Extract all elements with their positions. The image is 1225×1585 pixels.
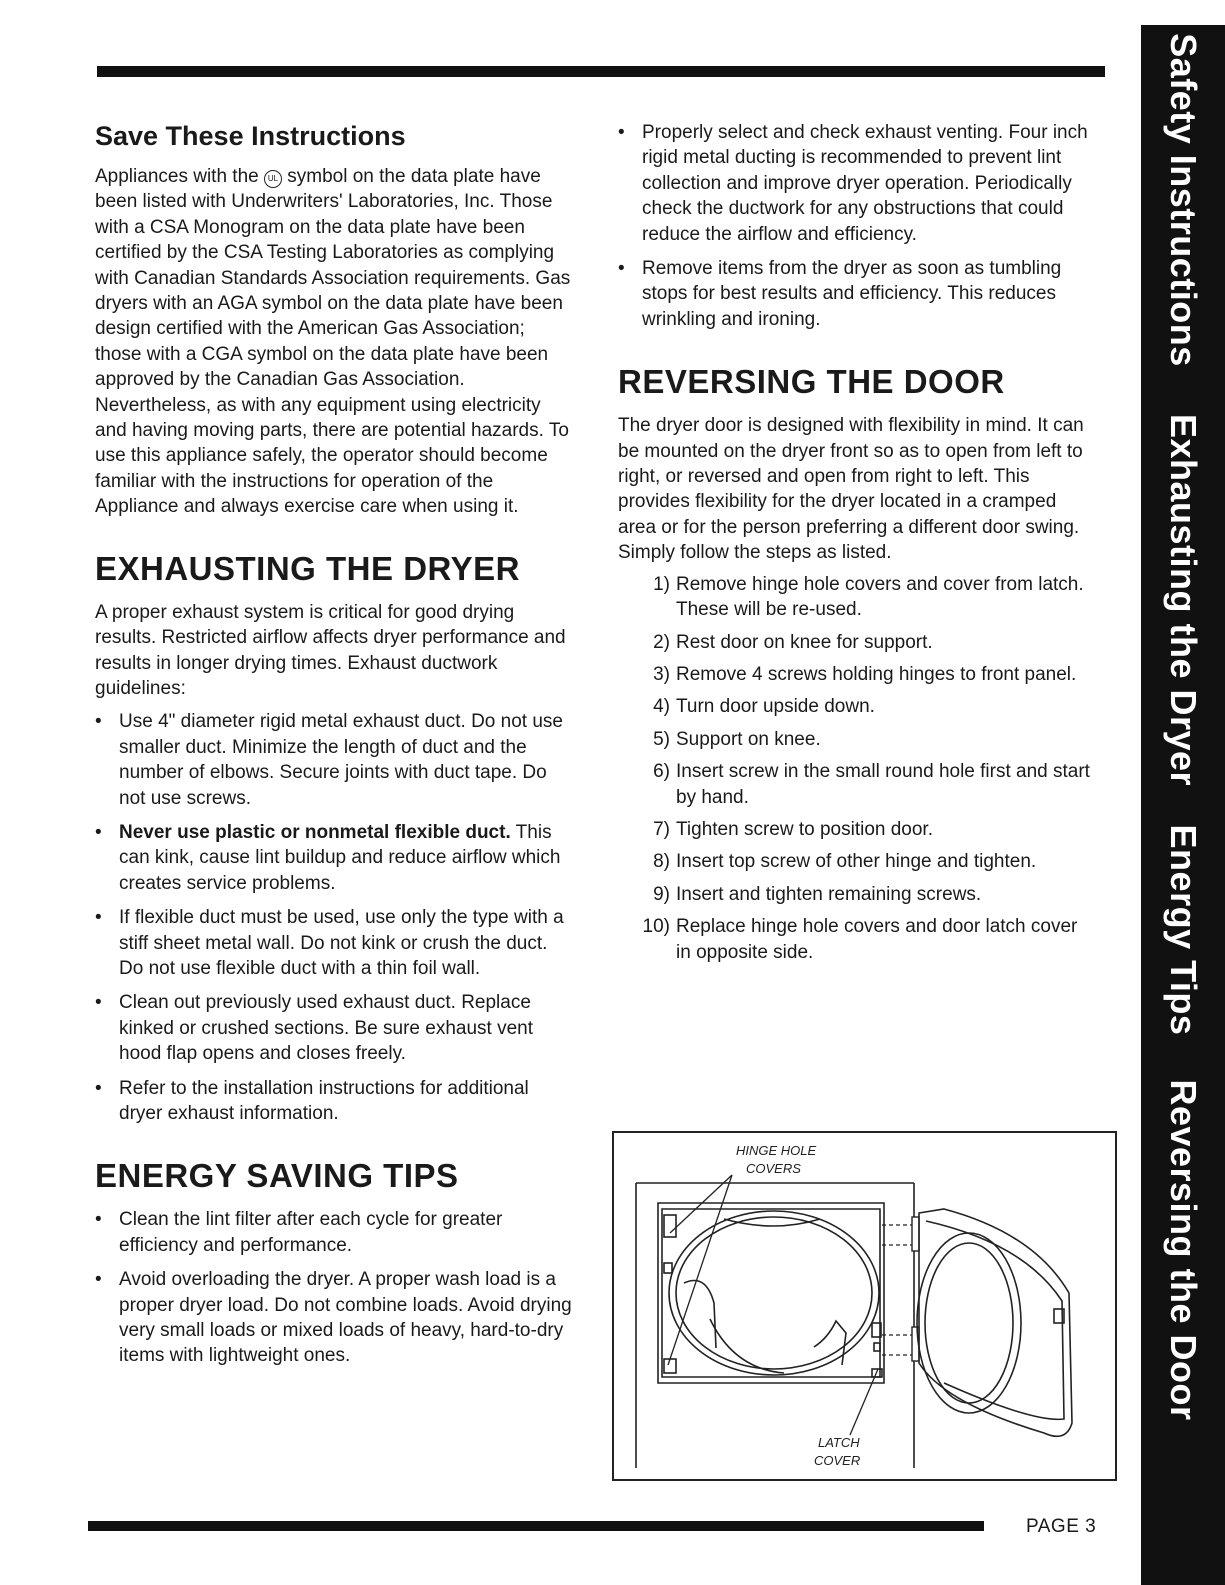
step-item — [618, 694, 1096, 719]
dryer-door — [917, 1209, 1072, 1436]
step-text: Turn door upside down. — [676, 696, 875, 718]
step-text: Insert screw in the small round hole first and start by hand. — [676, 761, 1090, 808]
step-text: Replace hinge hole covers and door latch cover in opposite side. — [676, 916, 1078, 963]
tab-reversing-the-door[interactable]: Reversing the Door — [1163, 1079, 1204, 1421]
step-number: 6) — [653, 761, 670, 783]
step-item — [618, 914, 1096, 965]
step-number: 5) — [653, 728, 670, 750]
hinge-hole-label: HINGE HOLE — [736, 1143, 817, 1158]
step-text: Insert and tighten remaining screws. — [676, 883, 982, 905]
body-text-rest: symbol on the data plate have been listed with Underwriters' Laboratories, Inc. Those with a CSA Monogram on the data plate have been certified by the CSA Testing Laboratories as complying with Canadian Standards Association requirements. Gas dryers with an AGA symbol on the data plate have been design certified with the American Gas Association; those with a CGA symbol on the data plate have been approved by the Canadian Gas Association. Nevertheless, as with any equipment using electricity and having moving parts, there are potential hazards. To use this appliance safely, the operator should become familiar with the instructions for operation of the Appliance and always exercise care when using it. — [95, 166, 571, 518]
step-text: Support on knee. — [676, 728, 821, 750]
step-text: Remove 4 screws holding hinges to front panel. — [676, 663, 1077, 685]
cover-label: COVER — [814, 1453, 861, 1468]
page-number: PAGE 3 — [1026, 1516, 1097, 1537]
energy-tips-list — [95, 1207, 575, 1368]
step-number: 8) — [653, 851, 670, 873]
reversing-door-heading: REVERSING THE DOOR — [618, 363, 1005, 401]
step-item — [618, 817, 1096, 842]
list-item: • Avoid overloading the dryer. A proper wash load is a proper dryer load. Do not combine loads. Avoid drying very small loads or mixed loads of heavy, hard-to-dry items with lightweight ones. — [95, 1267, 575, 1369]
step-number: 2) — [653, 631, 670, 653]
step-number: 10) — [642, 916, 670, 938]
energy-tips-heading: ENERGY SAVING TIPS — [95, 1157, 459, 1195]
step-item — [618, 572, 1096, 623]
top-rule — [97, 66, 1105, 77]
covers-label: COVERS — [746, 1161, 801, 1176]
tab-exhausting-the-dryer[interactable]: Exhausting the Dryer — [1163, 413, 1204, 787]
door-reversal-diagram — [612, 1131, 1117, 1481]
exhaust-guidelines-list — [95, 709, 575, 1126]
list-item-text: This can kink, cause lint buildup and reduce airflow which creates service problems. — [119, 821, 561, 894]
list-item: • If flexible duct must be used, use only the type with a stiff sheet metal wall. Do not kink or crush the duct. Do not use flexible duct with a thin foil wall. — [95, 905, 575, 981]
step-item — [618, 759, 1096, 810]
tab-safety-instructions[interactable]: Safety Instructions — [1163, 33, 1204, 367]
step-text: Insert top screw of other hinge and tighten. — [676, 851, 1037, 873]
step-text: Tighten screw to position door. — [676, 818, 933, 840]
step-item — [618, 662, 1096, 687]
list-item: • Use 4" diameter rigid metal exhaust duct. Do not use smaller duct. Minimize the length of duct and the number of elbows. Secure joints with duct tape. Do not use screws. — [95, 709, 575, 811]
step-text: Remove hinge hole covers and cover from latch. These will be re-used. — [676, 573, 1084, 621]
list-item: • Clean out previously used exhaust duct. Replace kinked or crushed sections. Be sure exhaust vent hood flap opens and closes freely. — [95, 990, 575, 1066]
step-number: 3) — [653, 663, 670, 685]
hinge-connectors — [882, 1225, 914, 1355]
step-number: 4) — [653, 696, 670, 718]
energy-tips-list-continued — [618, 120, 1096, 332]
step-number: 7) — [653, 818, 670, 840]
body-text-start: Appliances with the — [95, 166, 259, 187]
list-item — [95, 820, 575, 896]
callout-lines — [668, 1175, 878, 1435]
exhaust-intro: A proper exhaust system is critical for good drying results. Restricted airflow affects dryer performance and results in longer drying times. Exhaust ductwork guidelines: — [95, 601, 566, 699]
step-number: 1) — [653, 573, 670, 595]
step-item — [618, 727, 1096, 752]
bottom-rule — [88, 1521, 984, 1531]
save-instructions-heading: Save These Instructions — [95, 121, 406, 151]
step-number: 9) — [653, 883, 670, 905]
step-item — [618, 849, 1096, 874]
reverse-steps-list — [618, 572, 1096, 965]
step-item — [618, 630, 1096, 655]
warning-bold-text: Never use plastic or nonmetal flexible duct. — [119, 821, 511, 843]
list-item: • Remove items from the dryer as soon as tumbling stops for best results and efficiency. This reduces wrinkling and ironing. — [618, 256, 1096, 332]
right-column — [618, 120, 1096, 972]
tab-energy-tips[interactable]: Energy Tips — [1163, 824, 1204, 1036]
step-item — [618, 882, 1096, 907]
left-column — [95, 120, 575, 1378]
latch-label: LATCH — [818, 1435, 860, 1450]
save-instructions-body — [95, 164, 575, 520]
ul-listed-icon: UL — [264, 170, 282, 188]
list-item: • Clean the lint filter after each cycle for greater efficiency and performance. — [95, 1207, 575, 1258]
list-item: • Refer to the installation instructions for additional dryer exhaust information. — [95, 1076, 575, 1127]
exhausting-heading: EXHAUSTING THE DRYER — [95, 549, 520, 587]
list-item: • Properly select and check exhaust venting. Four inch rigid metal ducting is recommended to prevent lint collection and improve dryer operation. Periodically check the ductwork for any obstructions that could reduce the airflow and efficiency. — [618, 120, 1096, 247]
dryer-door-illustration — [614, 1133, 1115, 1479]
reverse-intro: The dryer door is designed with flexibility in mind. It can be mounted on the dryer front so as to open from left to right, or reversed and open from right to left. This provides flexibility for the dryer located in a cramped area or for the person preferring a different door swing. Simply follow the steps as listed. — [618, 415, 1084, 564]
step-text: Rest door on knee for support. — [676, 631, 933, 653]
